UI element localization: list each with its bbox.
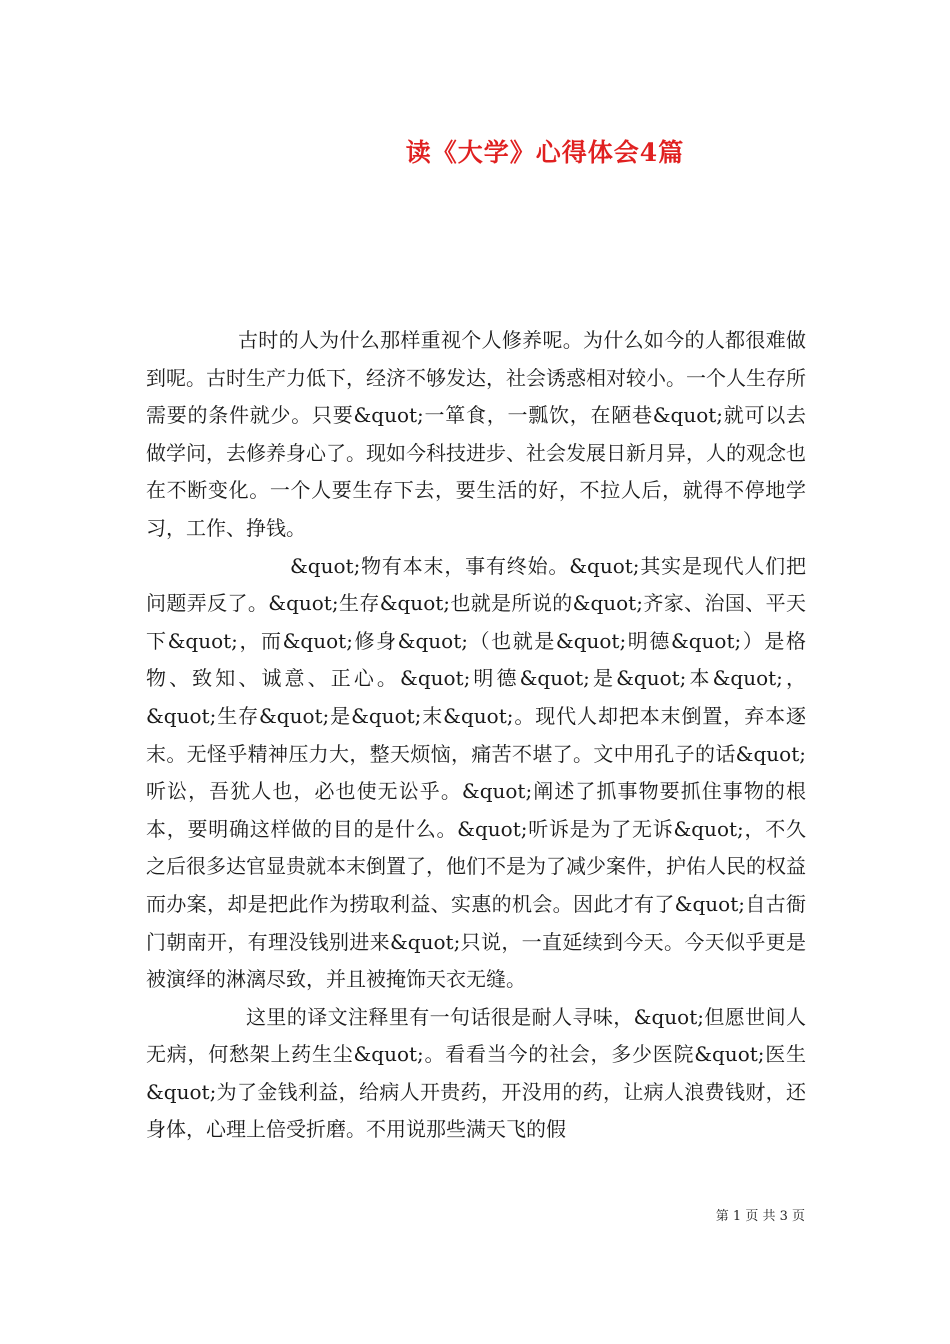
paragraph-2: &quot;物有本末，事有终始。&quot;其实是现代人们把问题弄反了。&quot;生存&quot;也就是所说的&quot;齐家、治国、平天下&quot;，而&quot;修身&quot;（也就是&quot;明德&quot;）是格物、致知、诚意、正心。&quot;明德&quot;是&quot;本&quot;，&quot;生存&quot;是&quot;末&quot;。现代人却把本末倒置，弃本逐末。无怪乎精神压力大，整天烦恼，痛苦不堪了。文中用孔子的话&quot;听讼，吾犹人也，必也使无讼乎。&quot;阐述了抓事物要抓住事物的根本，要明确这样做的目的是什么。&quot;听诉是为了无诉&quot;，不久之后很多达官显贵就本末倒置了，他们不是为了减少案件，护佑人民的权益而办案，却是把此作为捞取利益、实惠的机会。因此才有了&quot;自古衙门朝南开，有理没钱别进来&quot;只说，一直延续到今天。今天似乎更是被演绎的淋漓尽致，并且被掩饰天衣无缝。 <box>146 553 806 992</box>
paragraph-1: 古时的人为什么那样重视个人修养呢。为什么如今的人都很难做到呢。古时生产力低下，经济不够发达，社会诱惑相对较小。一个人生存所需要的条件就少。只要&quot;一箪食，一瓢饮，在陋巷&quot;就可以去做学问，去修养身心了。现如今科技进步、社会发展日新月异，人的观念也在不断变化。一个人要生存下去，要生活的好，不拉人后，就得不停地学习，工作、挣钱。 <box>146 328 806 540</box>
page-number-footer: 第 1 页 共 3 页 <box>715 1209 805 1224</box>
document-body <box>146 322 806 1149</box>
paragraph-3: 这里的译文注释里有一句话很是耐人寻味，&quot;但愿世间人无病，何愁架上药生尘&quot;。看看当今的社会，多少医院&quot;医生&quot;为了金钱利益，给病人开贵药，开没用的药，让病人浪费钱财，还身体，心理上倍受折磨。不用说那些满天飞的假 <box>146 1004 806 1142</box>
document-title: 读《大学》心得体会4篇 <box>405 138 685 167</box>
